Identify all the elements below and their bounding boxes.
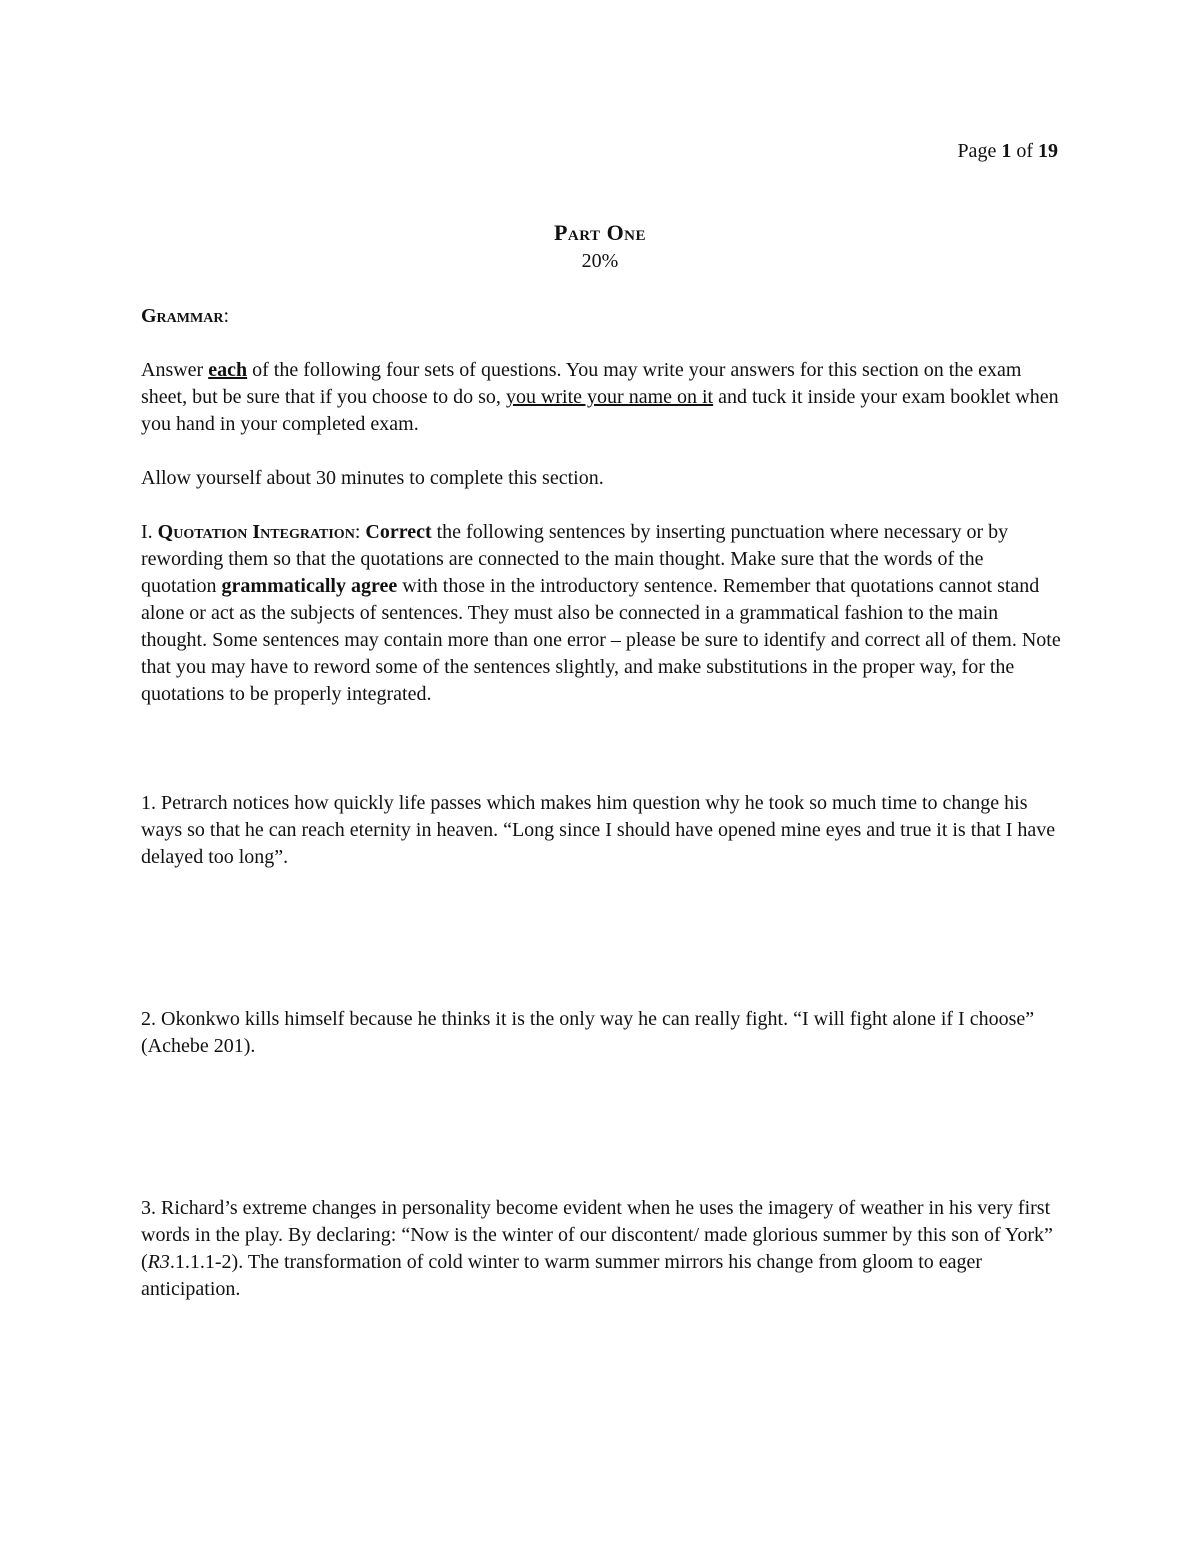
time-allowance: Allow yourself about 30 minutes to complete this section.: [141, 467, 604, 489]
instructions-text-b: of the following four sets of questions. You may write your answers for this section on the exam sheet, but be sure that if you choose to do so,: [141, 359, 1022, 408]
question-1: 1. Petrarch notices how quickly life passes which makes him question why he took so much time to change his ways so that he can reach eternity in heaven. “Long since I should have opened mine eyes and true it is that I have delayed too long”.: [141, 792, 1056, 868]
question-3: [141, 1195, 1061, 1303]
page-number-prefix: Page: [957, 140, 1002, 162]
section-one-correct: Correct: [365, 521, 432, 543]
grammar-label-text: Grammar: [141, 305, 224, 327]
section-one-text-a: the following sentences by inserting punctuation where necessary or by rewording them so that the quotations are connected to the main thought. Make sure that the words of the quotation: [141, 521, 1009, 597]
instructions-text-c: and tuck it inside your exam booklet when you hand in your completed exam.: [141, 386, 1059, 435]
instructions-underlined: you write your name on it: [505, 386, 714, 408]
grammar-label-colon: :: [223, 305, 229, 327]
question-3-text-a: 3. Richard’s extreme changes in personality become evident when he uses the imagery of weather in his very first words in the play. By declaring: “Now is the winter of our discontent/ made glorious summer by this son of York” (: [141, 1197, 1053, 1273]
section-one-agree: grammatically agree: [221, 575, 398, 597]
instructions-paragraph: [141, 357, 1061, 438]
section-one-colon: :: [354, 521, 366, 543]
question-3-play-abbrev: R3: [147, 1251, 170, 1273]
page-number-middle: of: [1011, 140, 1038, 162]
part-percent: 20%: [581, 250, 619, 272]
grammar-label: [141, 303, 1061, 330]
page-number: [957, 140, 1058, 163]
section-one-text-b: with those in the introductory sentence. Remember that quotations cannot stand alone or act as the subjects of sentences. They must also be connected in a grammatical fashion to the main thought. Some sentences may contain more than one error – please be sure to identify and correct all of them. Note that you may have to reword some of the sentences slightly, and make substitutions in the proper way, for the quotations to be properly integrated.: [141, 575, 1061, 705]
section-one-instructions: [141, 519, 1061, 708]
instructions-each: each: [208, 359, 248, 381]
page-number-current: 1: [1001, 140, 1012, 162]
page-number-total: 19: [1038, 140, 1058, 162]
question-3-text-b: .1.1.1-2). The transformation of cold winter to warm summer mirrors his change from gloom to eager anticipation.: [141, 1251, 983, 1300]
instructions-text-a: Answer: [141, 359, 209, 381]
question-2: 2. Okonkwo kills himself because he thinks it is the only way he can really fight. “I will fight alone if I choose” (Achebe 201).: [141, 1008, 1035, 1057]
section-one-numeral: I.: [141, 521, 158, 543]
section-one-title: Quotation Integration: [157, 521, 355, 543]
part-heading: Part One: [553, 220, 647, 245]
